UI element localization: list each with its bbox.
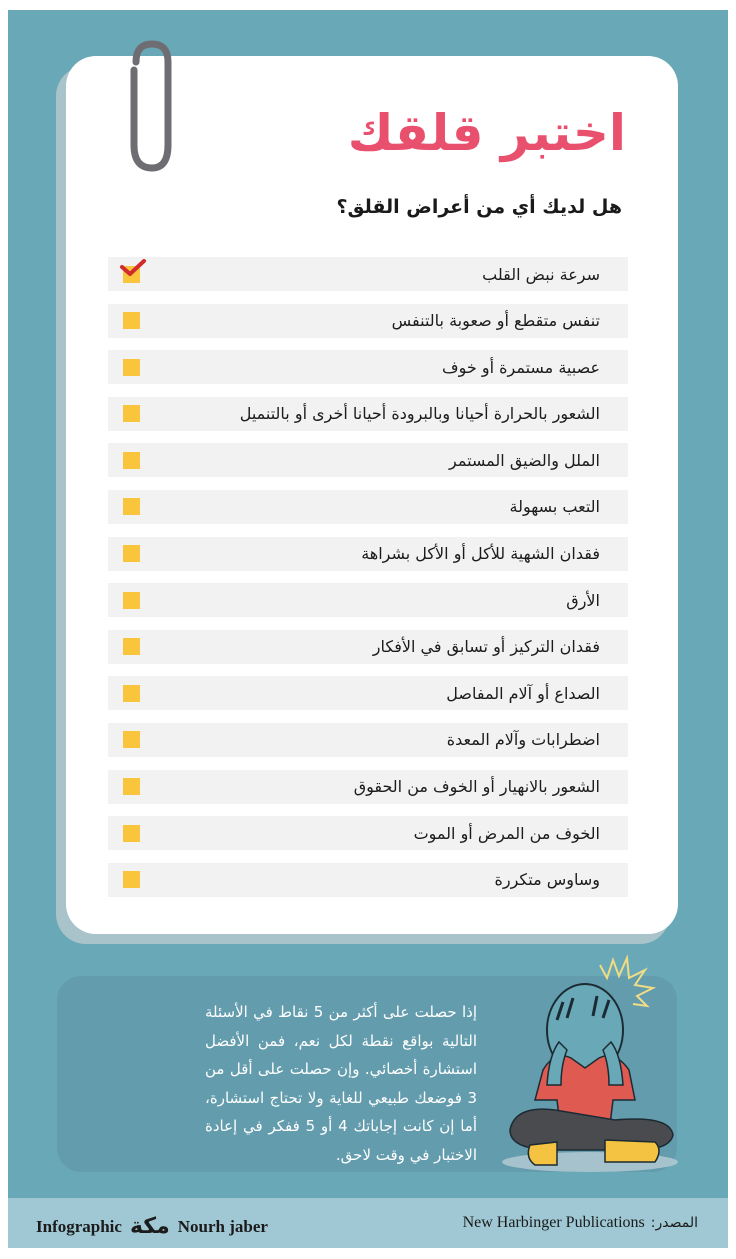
symptom-label: الصداع أو آلام المفاصل <box>446 683 600 703</box>
symptom-row[interactable] <box>108 304 628 338</box>
source-label: المصدر: <box>650 1215 698 1231</box>
makkah-logo: مكة <box>129 1214 170 1239</box>
symptom-row[interactable] <box>108 490 628 524</box>
symptom-label: الملل والضيق المستمر <box>449 450 600 470</box>
symptom-label: سرعة نبض القلب <box>482 264 600 284</box>
symptom-row[interactable] <box>108 630 628 664</box>
anxious-person-illustration <box>495 950 685 1180</box>
author-name: Nourh jaber <box>177 1216 268 1236</box>
page-subtitle: هل لديك أي من أعراض القلق؟ <box>336 196 622 218</box>
checkbox[interactable] <box>123 778 140 795</box>
symptom-row[interactable] <box>108 676 628 710</box>
checkbox[interactable] <box>123 359 140 376</box>
symptom-label: اضطرابات وآلام المعدة <box>446 730 600 750</box>
symptom-label: التعب بسهولة <box>509 497 600 517</box>
symptom-row[interactable] <box>108 723 628 757</box>
checkbox[interactable] <box>123 405 140 422</box>
checkbox[interactable] <box>123 825 140 842</box>
infographic-label: Infographic <box>36 1216 122 1236</box>
checkbox[interactable] <box>123 312 140 329</box>
symptom-label: الشعور بالانهيار أو الخوف من الحقوق <box>353 777 600 797</box>
scoring-instructions: إذا حصلت على أكثر من 5 نقاط في الأسئلة التالية بواقع نقطة لكل نعم، فمن الأفضل استشارة أخصائي. وإن حصلت على أقل من 3 فوضعك طبيعي للغاية ولا تحتاج استشارة، أما إن كانت إجاباتك 4 أو 5 ففكر في إعادة الاختبار في وقت لاحق. <box>205 1003 477 1164</box>
checkbox[interactable] <box>123 266 140 283</box>
symptom-label: الخوف من المرض أو الموت <box>413 823 600 843</box>
symptom-row[interactable] <box>108 257 628 291</box>
symptom-row[interactable] <box>108 397 628 431</box>
symptom-list <box>108 257 628 909</box>
symptom-row[interactable] <box>108 583 628 617</box>
symptom-label: تنفس متقطع أو صعوبة بالتنفس <box>391 311 600 331</box>
symptom-row[interactable] <box>108 863 628 897</box>
checkbox[interactable] <box>123 685 140 702</box>
symptom-row[interactable] <box>108 443 628 477</box>
checkbox[interactable] <box>123 638 140 655</box>
symptom-label: الشعور بالحرارة أحيانا وبالبرودة أحيانا أخرى أو بالتنميل <box>239 404 600 424</box>
checkbox[interactable] <box>123 592 140 609</box>
checkbox[interactable] <box>123 731 140 748</box>
symptom-label: عصبية مستمرة أو خوف <box>442 357 600 377</box>
credits <box>36 1214 268 1239</box>
checkbox[interactable] <box>123 498 140 515</box>
symptom-row[interactable] <box>108 770 628 804</box>
symptom-label: الأرق <box>566 590 600 610</box>
source-credit <box>463 1214 698 1232</box>
checkbox[interactable] <box>123 871 140 888</box>
symptom-label: فقدان التركيز أو تسابق في الأفكار <box>372 637 600 657</box>
checkbox[interactable] <box>123 545 140 562</box>
source-name: New Harbinger Publications <box>462 1214 645 1231</box>
checkmark-icon <box>119 258 147 278</box>
symptom-label: فقدان الشهية للأكل أو الأكل بشراهة <box>361 544 600 564</box>
page-title: اختبر قلقك <box>347 104 626 162</box>
symptom-row[interactable] <box>108 537 628 571</box>
paperclip-icon <box>122 40 178 175</box>
symptom-row[interactable] <box>108 816 628 850</box>
symptom-row[interactable] <box>108 350 628 384</box>
checkbox[interactable] <box>123 452 140 469</box>
symptom-label: وساوس متكررة <box>494 870 600 890</box>
